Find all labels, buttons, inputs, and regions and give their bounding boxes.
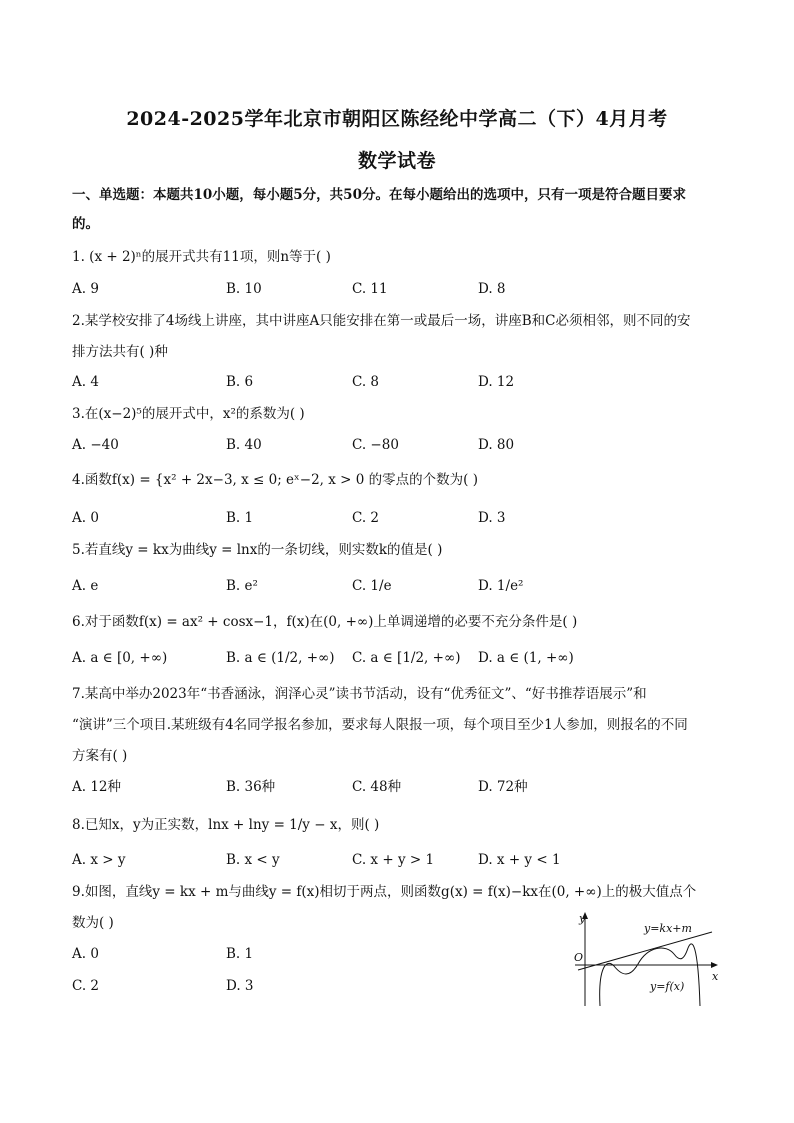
question-2-option-b: B. 6 bbox=[226, 374, 254, 390]
section-heading: 一、单选题：本题共10小题，每小题5分，共50分。在每小题给出的选项中，只有一项是符合题目要求 bbox=[72, 187, 686, 203]
question-1-option-c: C. 11 bbox=[352, 281, 388, 297]
origin-label: O bbox=[574, 951, 584, 964]
question-2-option-d: D. 12 bbox=[478, 374, 515, 390]
curve-label: y=f(x) bbox=[650, 980, 685, 993]
question-9-option-d: D. 3 bbox=[226, 978, 254, 994]
question-4-option-d: D. 3 bbox=[478, 510, 506, 526]
question-7-option-c: C. 48种 bbox=[352, 779, 402, 795]
question-4-stem: 4.函数f(x) = {x² + 2x−3, x ≤ 0; eˣ−2, x > 0 的零点的个数为( ) bbox=[72, 472, 478, 488]
question-4-option-a: A. 0 bbox=[72, 510, 99, 526]
question-5-option-c: C. 1/e bbox=[352, 578, 392, 594]
question-3-option-d: D. 80 bbox=[478, 437, 515, 453]
question-5-option-b: B. e² bbox=[226, 578, 258, 594]
question-1-option-d: D. 8 bbox=[478, 281, 506, 297]
tangent-line bbox=[578, 932, 712, 970]
curve-f bbox=[600, 944, 700, 1006]
question-3-option-c: C. −80 bbox=[352, 437, 399, 453]
question-3-stem: 3.在(x−2)⁵的展开式中，x²的系数为( ) bbox=[72, 406, 305, 422]
question-2-option-a: A. 4 bbox=[72, 374, 99, 390]
question-1-option-b: B. 10 bbox=[226, 281, 262, 297]
question-4-option-c: C. 2 bbox=[352, 510, 380, 526]
question-2-option-c: C. 8 bbox=[352, 374, 380, 390]
question-6-option-b: B. a ∈ (1/2, +∞) bbox=[226, 650, 335, 666]
question-7-stem-cont-2: 方案有( ) bbox=[72, 748, 128, 764]
question-5-stem: 5.若直线y = kx为曲线y = lnx的一条切线，则实数k的值是( ) bbox=[72, 542, 443, 558]
y-axis-label: y bbox=[579, 912, 586, 925]
question-4-option-b: B. 1 bbox=[226, 510, 254, 526]
question-5-option-a: A. e bbox=[72, 578, 99, 594]
question-6-stem: 6.对于函数f(x) = ax² + cosx−1，f(x)在(0, +∞)上单调递增的必要不充分条件是( ) bbox=[72, 614, 578, 630]
question-8-option-d: D. x + y < 1 bbox=[478, 852, 561, 868]
question-7-stem-cont: “演讲”三个项目.某班级有4名同学报名参加，要求每人限报一项，每个项目至少1人参加，则报名的不同 bbox=[72, 717, 688, 733]
question-8-option-c: C. x + y > 1 bbox=[352, 852, 435, 868]
exam-title: 2024-2025学年北京市朝阳区陈经纶中学高二（下）4月月考 bbox=[126, 108, 668, 130]
question-9-stem-cont: 数为( ) bbox=[72, 915, 114, 931]
question-2-stem: 2.某学校安排了4场线上讲座，其中讲座A只能安排在第一或最后一场，讲座B和C必须相邻，则不同的安 bbox=[72, 313, 691, 329]
question-6-option-d: D. a ∈ (1, +∞) bbox=[478, 650, 574, 666]
section-heading-cont: 的。 bbox=[72, 216, 99, 232]
x-axis-arrow bbox=[711, 962, 718, 968]
question-8-option-b: B. x < y bbox=[226, 852, 280, 868]
question-7-option-a: A. 12种 bbox=[72, 779, 122, 795]
x-axis-label: x bbox=[712, 970, 719, 983]
question-2-stem-cont: 排方法共有( )种 bbox=[72, 344, 168, 360]
question-5-option-d: D. 1/e² bbox=[478, 578, 524, 594]
question-9-figure bbox=[570, 908, 720, 1008]
line-label: y=kx+m bbox=[644, 922, 692, 935]
question-7-option-d: D. 72种 bbox=[478, 779, 528, 795]
question-1-option-a: A. 9 bbox=[72, 281, 99, 297]
question-9-option-b: B. 1 bbox=[226, 946, 254, 962]
question-9-stem: 9.如图，直线y = kx + m与曲线y = f(x)相切于两点，则函数g(x) = f(x)−kx在(0, +∞)上的极大值点个 bbox=[72, 884, 697, 900]
question-7-stem: 7.某高中举办2023年“书香涵泳，润泽心灵”读书节活动，设有“优秀征文”、“好书推荐语展示”和 bbox=[72, 686, 647, 702]
question-8-stem: 8.已知x，y为正实数，lnx + lny = 1/y − x，则( ) bbox=[72, 817, 380, 833]
question-1-stem: 1. (x + 2)ⁿ的展开式共有11项，则n等于( ) bbox=[72, 249, 331, 265]
exam-subtitle: 数学试卷 bbox=[357, 150, 436, 172]
question-9-option-c: C. 2 bbox=[72, 978, 100, 994]
question-9-option-a: A. 0 bbox=[72, 946, 99, 962]
question-3-option-a: A. −40 bbox=[72, 437, 119, 453]
question-6-option-a: A. a ∈ [0, +∞) bbox=[72, 650, 168, 666]
question-3-option-b: B. 40 bbox=[226, 437, 262, 453]
question-6-option-c: C. a ∈ [1/2, +∞) bbox=[352, 650, 461, 666]
question-8-option-a: A. x > y bbox=[72, 852, 126, 868]
question-7-option-b: B. 36种 bbox=[226, 779, 276, 795]
